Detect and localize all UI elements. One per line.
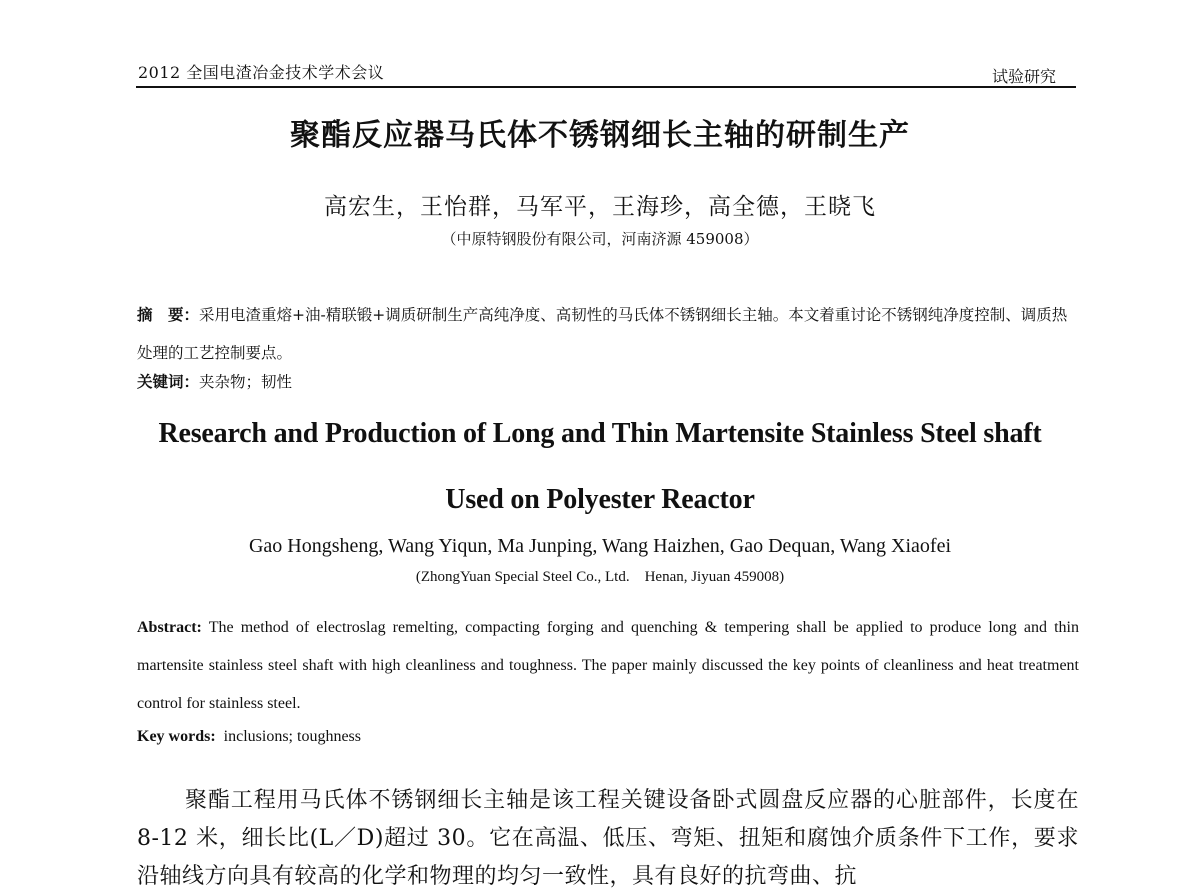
authors-cn: 高宏生，王怡群，马军平，王海珍，高全德，王晓飞	[324, 194, 876, 220]
keywords-en	[137, 728, 1079, 746]
paper-title-en-line1: Research and Production of Long and Thin Martensite Stainless Steel shaft	[158, 418, 1042, 449]
keywords-cn-text: 夹杂物；韧性	[199, 373, 293, 391]
paper-title-cn: 聚酯反应器马氏体不锈钢细长主轴的研制生产	[290, 118, 910, 153]
affiliation-cn: （中原特钢股份有限公司，河南济源 459008）	[441, 230, 759, 248]
abstract-cn	[137, 296, 1079, 372]
abstract-cn-label: 摘 要：	[137, 305, 200, 324]
abstract-en	[137, 609, 1079, 723]
authors-en: Gao Hongsheng, Wang Yiqun, Ma Junping, Wang Haizhen, Gao Dequan, Wang Xiaofei	[248, 535, 952, 557]
header-rule	[136, 86, 1076, 88]
abstract-cn-text: 采用电渣重熔+油-精联锻+调质研制生产高纯净度、高韧性的马氏体不锈钢细长主轴。本文着重讨论不锈钢纯净度控制、调质热处理的工艺控制要点。	[137, 306, 1068, 362]
abstract-en-text: The method of electroslag remelting, compacting forging and quenching & tempering shall be applied to produce long and thin martensite stainless steel shaft with high cleanliness and toughness. The paper mainly discussed the key points of cleanliness and heat treatment control for stainless steel.	[137, 619, 1079, 712]
keywords-en-text: inclusions; toughness	[223, 728, 361, 745]
affiliation-en: (ZhongYuan Special Steel Co., Ltd. Henan, Jiyuan 459008)	[415, 569, 785, 585]
abstract-en-label: Abstract:	[137, 619, 202, 636]
keywords-en-label: Key words:	[137, 728, 216, 745]
running-header-conference: 2012 全国电渣冶金技术学术会议	[138, 63, 385, 82]
paper-title-en-line2: Used on Polyester Reactor	[445, 484, 755, 515]
body-paragraph: 聚酯工程用马氏体不锈钢细长主轴是该工程关键设备卧式圆盘反应器的心脏部件，长度在 8-12 米，细长比(L／D)超过 30。它在高温、低压、弯矩、扭矩和腐蚀介质条件下工作，要求沿轴线方向具有较高的化学和物理的均匀一致性，具有良好的抗弯曲、抗	[137, 788, 1079, 889]
running-header-section: 试验研究	[992, 67, 1057, 86]
keywords-cn-label: 关键词：	[137, 372, 200, 391]
keywords-cn	[137, 370, 1079, 392]
